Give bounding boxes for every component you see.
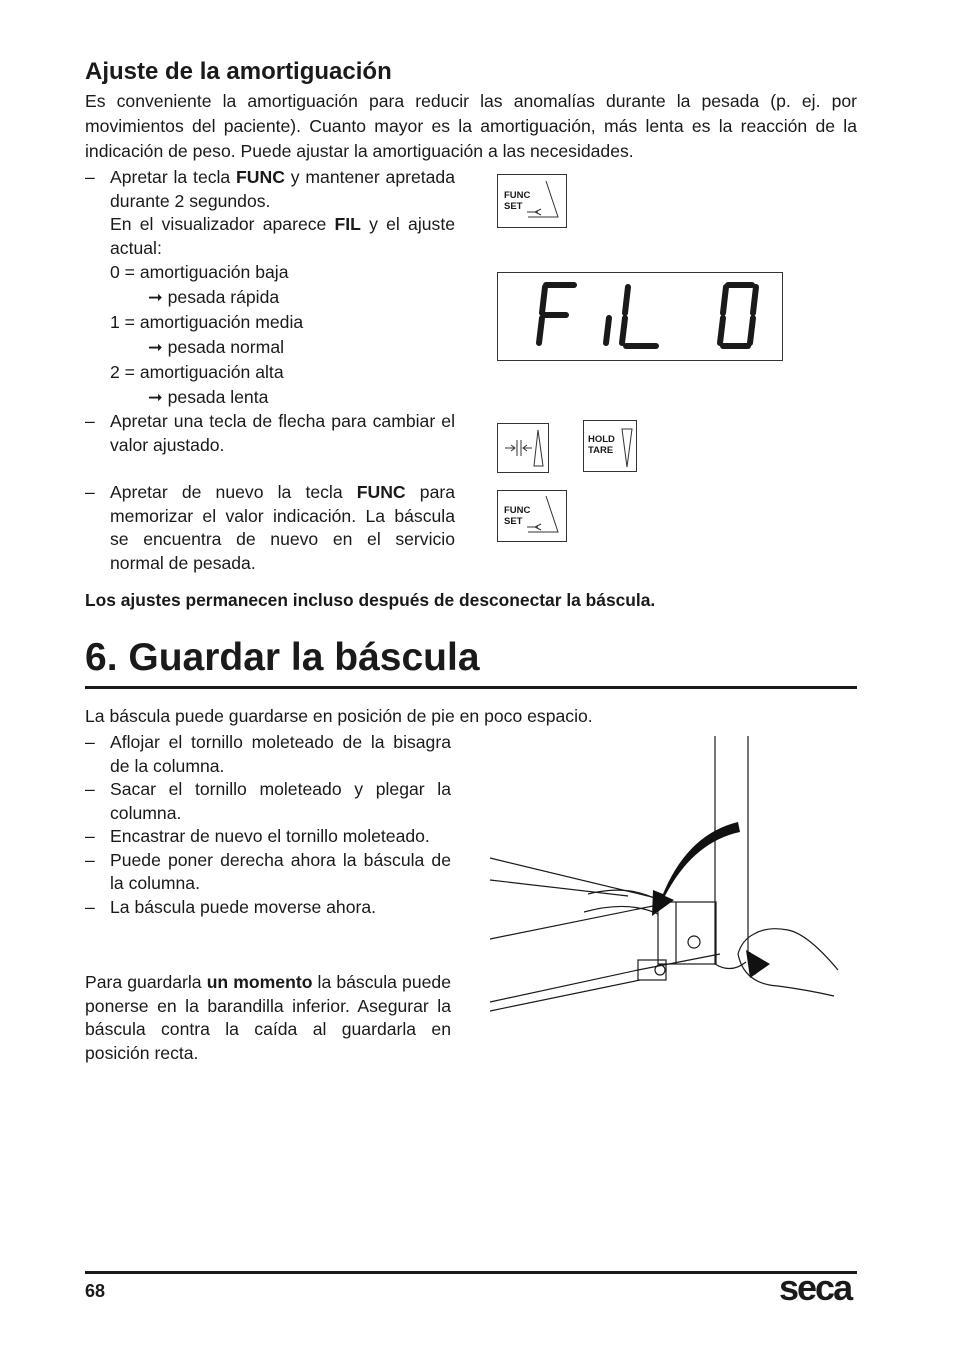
func-set-key-illustration: FUNC SET: [497, 174, 567, 228]
option-result: ➞ pesada normal: [148, 337, 285, 357]
seven-segment-icon: [498, 273, 782, 360]
step-press-func-again: – Apretar de nuevo la tecla FUNC para memorizar el valor indicación. La báscula se encuentra de nuevo en el servicio normal de pesada.: [85, 482, 455, 573]
damping-steps: [85, 166, 455, 457]
option-label: 0 = amortiguación baja: [110, 262, 289, 282]
hold-tare-key-illustration: HOLD TARE: [583, 420, 637, 472]
section-divider: [85, 686, 857, 689]
folding-column-illustration: [488, 734, 840, 1016]
func-key-arrow-icon: [498, 491, 566, 541]
option-label: 2 = amortiguación alta: [110, 362, 284, 382]
func-set-key-illustration-2: FUNC SET: [497, 490, 567, 542]
func-key-arrow-icon: [498, 175, 566, 227]
rotate-arrow-icon: [746, 950, 770, 978]
step-press-func: – Apretar la tecla FUNC y mantener apretada durante 2 segundos. En el visualizador aparece FIL y el ajuste actual:: [85, 167, 455, 258]
storage-intro: La báscula puede guardarse en posición de pie en poco espacio.: [85, 706, 593, 726]
arrow-key-illustration: [497, 423, 549, 473]
damping-step-3: [85, 481, 455, 575]
section-heading: 6. Guardar la báscula: [85, 636, 480, 679]
damping-intro: Es conveniente la amortiguación para reducir las anomalías durante la pesada (p. ej. por movimientos del paciente). Cuanto mayor es la amortiguación, más lenta es la reacción de la indicación de peso. Puede ajustar la amortiguación a las necesidades.: [85, 91, 857, 161]
option-result: ➞ pesada lenta: [148, 387, 269, 407]
damping-heading: Ajuste de la amortiguación: [85, 58, 392, 85]
damping-options: [85, 260, 455, 410]
option-label: 1 = amortiguación media: [110, 312, 304, 332]
storage-step: – Encastrar de nuevo el tornillo moleteado.: [85, 826, 430, 846]
page-number: 68: [85, 1281, 106, 1301]
storage-step: – Sacar el tornillo moleteado y plegar la columna.: [85, 779, 451, 823]
arrow-key-icon: [498, 424, 548, 472]
storage-steps: [85, 731, 451, 919]
lcd-display-fil-0: [497, 272, 783, 361]
settings-persist-note: Los ajustes permanecen incluso después de desconectar la báscula.: [85, 590, 656, 610]
footer-divider: [85, 1271, 857, 1274]
storage-paragraph: Para guardarla un momento la báscula puede ponerse en la barandilla inferior. Asegurar la báscula contra la caída al guardarla en posición recta.: [85, 972, 451, 1063]
storage-step: – La báscula puede moverse ahora.: [85, 896, 377, 917]
storage-step: – Aflojar el tornillo moleteado de la bisagra de la columna.: [85, 732, 451, 776]
option-result: ➞ pesada rápida: [148, 287, 280, 307]
storage-step: – Puede poner derecha ahora la báscula de la columna.: [85, 849, 451, 893]
hold-key-arrow-icon: [584, 421, 636, 471]
step-press-arrow: – Apretar una tecla de flecha para cambiar el valor ajustado.: [85, 411, 455, 455]
brand-logo: seca: [779, 1267, 852, 1308]
